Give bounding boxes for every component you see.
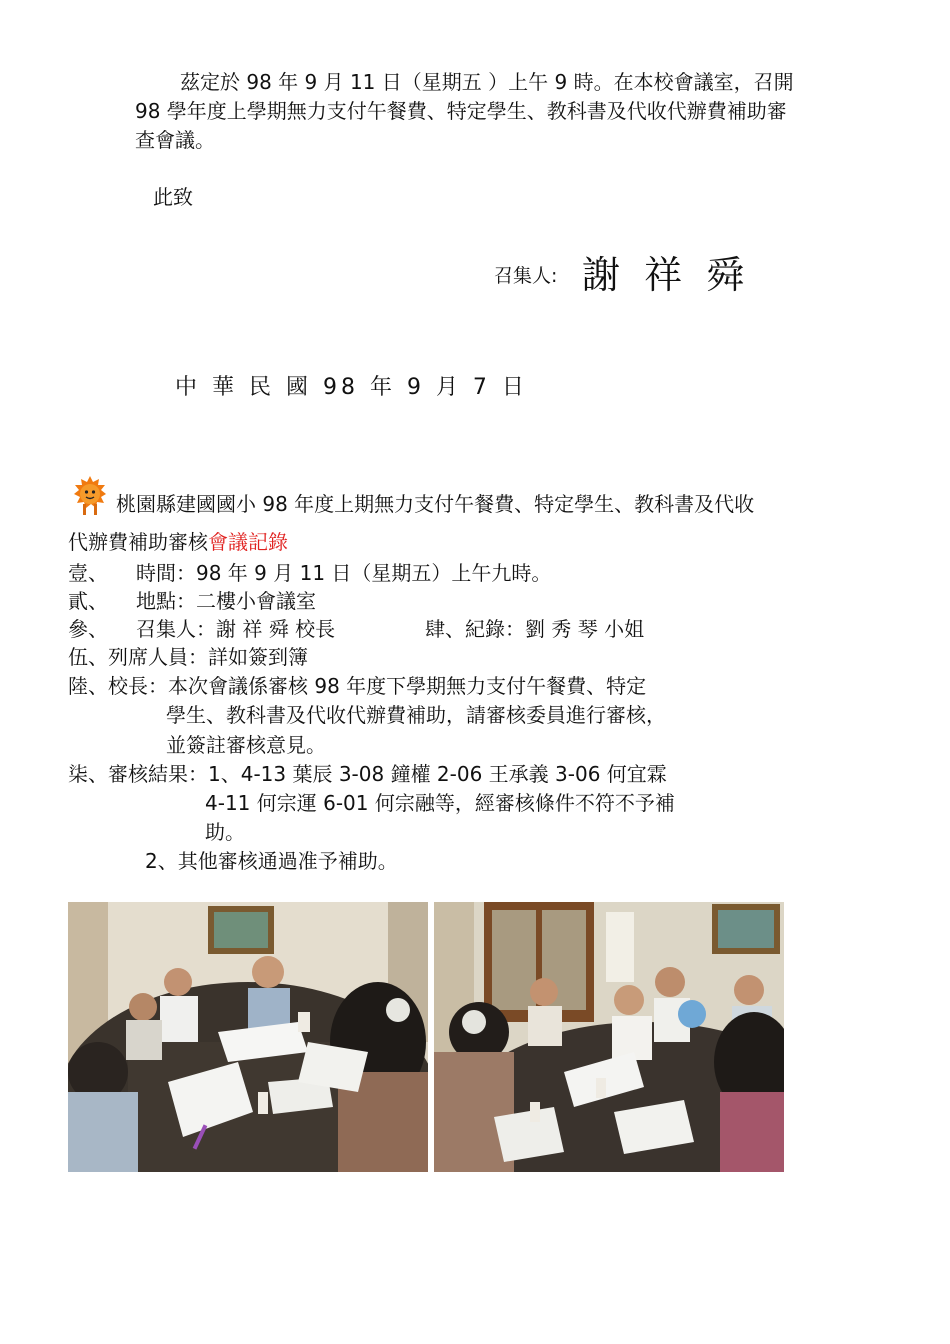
item-5-text: 伍、列席人員：詳如簽到簿 bbox=[68, 645, 308, 669]
mascot-icon bbox=[68, 474, 112, 518]
record-title-highlight: 會議記錄 bbox=[208, 530, 288, 554]
meeting-photo-right bbox=[434, 902, 784, 1172]
item-2-number: 貳、 bbox=[68, 589, 108, 613]
item-3-text: 召集人：謝 祥 舜 校長 bbox=[136, 617, 336, 641]
record-title-line-1: 桃園縣建國國小 98 年度上期無力支付午餐費、特定學生、教科書及代收 bbox=[116, 492, 755, 516]
salutation: 此致 bbox=[153, 185, 193, 209]
item-6-line-3: 並簽註審核意見。 bbox=[166, 733, 326, 757]
record-title-line-2 bbox=[68, 528, 288, 556]
item-4-text: 肆、紀錄：劉 秀 琴 小姐 bbox=[425, 617, 645, 641]
item-3-number: 參、 bbox=[68, 617, 108, 641]
notice-date: 中 華 民 國 98 年 9 月 7 日 bbox=[175, 375, 528, 400]
notice-line-2: 98 學年度上學期無力支付午餐費、特定學生、教科書及代收代辦費補助審 bbox=[135, 99, 787, 123]
item-7-line-3: 助。 bbox=[205, 820, 245, 844]
item-7-line-2: 4-11 何宗運 6-01 何宗融等，經審核條件不符不予補 bbox=[205, 791, 675, 815]
convener-label: 召集人: bbox=[494, 265, 558, 287]
item-6-line-2: 學生、教科書及代收代辦費補助，請審核委員進行審核， bbox=[166, 703, 666, 727]
item-7-line-1: 柒、審核結果：1、4-13 葉辰 3-08 鐘權 2-06 王承義 3-06 何宜霖 bbox=[68, 762, 667, 786]
notice-line-3: 查會議。 bbox=[135, 128, 215, 152]
item-1-number: 壹、 bbox=[68, 561, 108, 585]
convener-name: 謝 祥 舜 bbox=[582, 253, 751, 297]
notice-line-1: 茲定於 98 年 9 月 11 日（星期五 ）上午 9 時。在本校會議室，召開 bbox=[180, 70, 794, 94]
item-2-text: 地點：二樓小會議室 bbox=[136, 589, 316, 613]
item-6-line-1: 陸、校長：本次會議係審核 98 年度下學期無力支付午餐費、特定 bbox=[68, 674, 647, 698]
record-title-plain: 代辦費補助審核 bbox=[68, 530, 208, 554]
item-1-text: 時間：98 年 9 月 11 日（星期五）上午九時。 bbox=[136, 561, 552, 585]
item-7-line-4: 2、其他審核通過准予補助。 bbox=[145, 849, 398, 873]
meeting-photo-left bbox=[68, 902, 428, 1172]
